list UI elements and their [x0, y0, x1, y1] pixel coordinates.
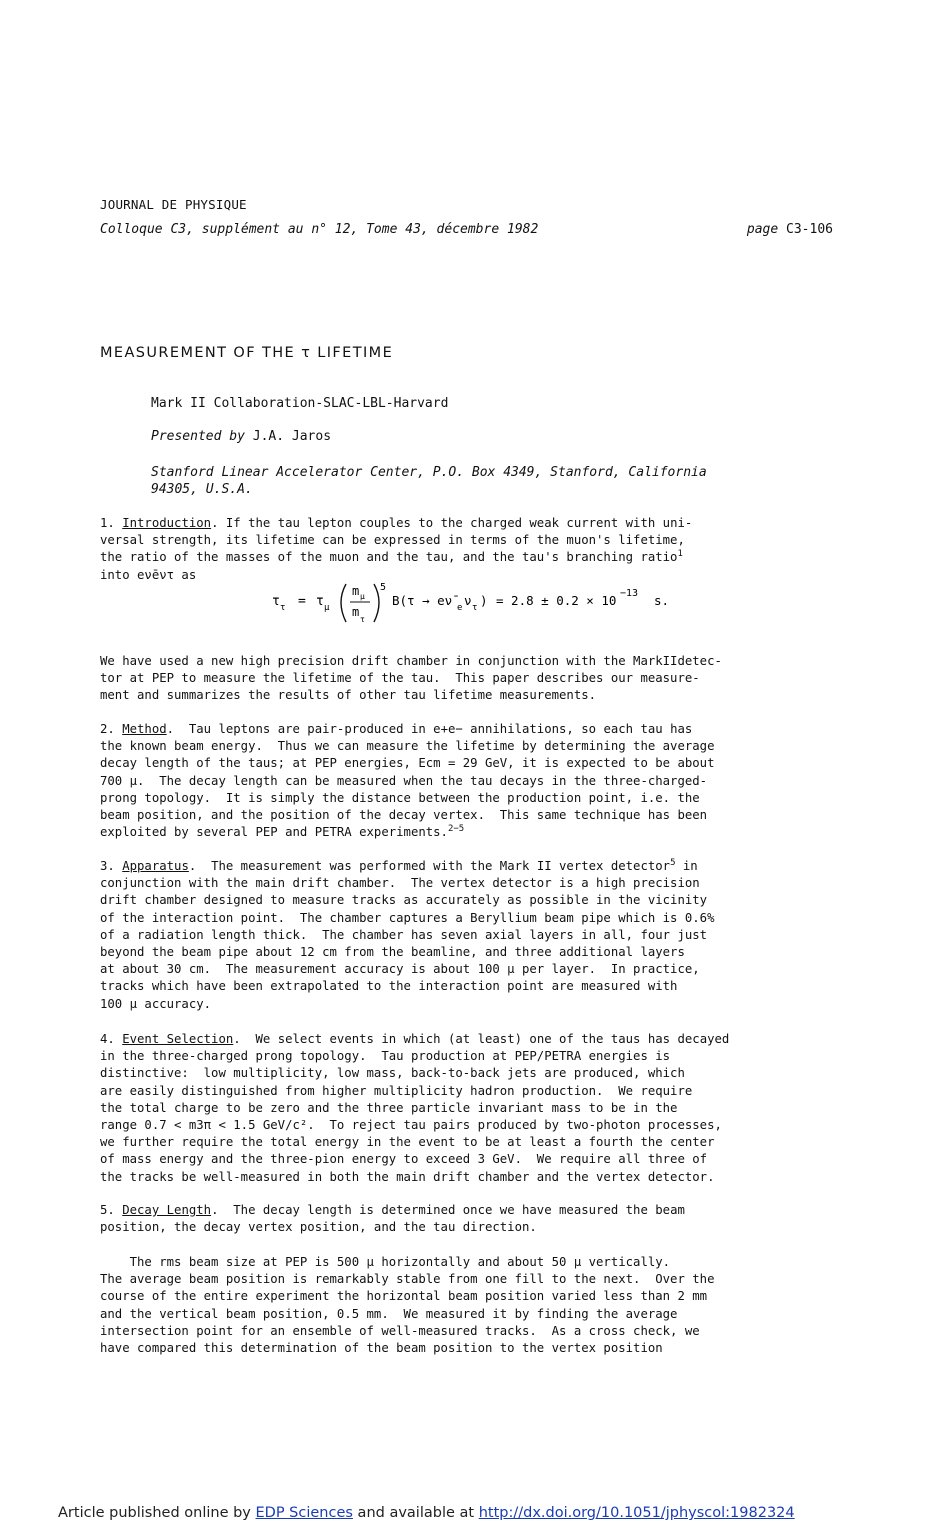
page-number-value: C3-106: [786, 222, 833, 237]
reference: 1: [677, 549, 683, 560]
section-event-selection: [100, 1031, 840, 1186]
text-line: . The decay length is determined once we have measured the beam: [211, 1203, 685, 1217]
eq-tau-sub: μ: [324, 603, 330, 613]
section-apparatus: [100, 858, 840, 1013]
text-line: intersection point for an ensemble of well-measured tracks. As a cross check, we: [100, 1323, 700, 1338]
text-line: we further require the total energy in the event to be at least a fourth the center: [100, 1135, 715, 1150]
presenter-name: J.A. Jaros: [252, 429, 332, 444]
eq-tau: τ: [316, 594, 324, 609]
section-method: [100, 721, 840, 841]
text-line: the total charge to be zero and the three particle invariant mass to be in the: [100, 1100, 678, 1115]
eq-denominator: m: [352, 605, 360, 619]
publisher-link[interactable]: EDP Sciences: [255, 1505, 353, 1521]
text-line: . The measurement was performed with the Mark II vertex detector: [188, 859, 671, 873]
text-line: in: [675, 859, 698, 873]
eq-branching-nu: ν: [464, 593, 472, 608]
eq-exponent: −13: [620, 588, 639, 599]
eq-branching: B(τ → eν̄: [392, 593, 453, 608]
text-line: decay length of the taus; at PEP energies, Ecm = 29 GeV, it is expected to be about: [100, 756, 715, 771]
reference: 2−5: [447, 824, 465, 835]
page-number: [747, 222, 833, 237]
left-paren: [341, 584, 346, 622]
eq-denominator-sub: τ: [360, 615, 365, 624]
lifetime-equation: [268, 578, 688, 638]
eq-equals: =: [298, 594, 306, 609]
text-line: The rms beam size at PEP is 500 μ horizontally and about 50 μ vertically.: [100, 1255, 671, 1269]
presenter-line: [151, 429, 331, 444]
section-heading: Event Selection: [122, 1032, 234, 1046]
section-number: 2.: [100, 722, 115, 736]
section-heading: Decay Length: [122, 1203, 212, 1217]
publication-footer: [58, 1505, 795, 1521]
text-line: . If the tau lepton couples to the charged weak current with uni-: [211, 516, 693, 530]
affiliation-line: Stanford Linear Accelerator Center, P.O. Box 4349, Stanford, California: [151, 465, 707, 480]
eq-branching-close: ): [480, 593, 488, 608]
text-line: conjunction with the main drift chamber. The vertex detector is a high precision: [100, 876, 700, 891]
eq-numerator-sub: μ: [360, 592, 365, 601]
text-line: the known beam energy. Thus we can measure the lifetime by determining the average: [100, 739, 715, 754]
affiliation-line: 94305, U.S.A.: [151, 482, 253, 497]
text-line: distinctive: low multiplicity, low mass, back-to-back jets are produced, which: [100, 1066, 685, 1081]
text-line: at about 30 cm. The measurement accuracy is about 100 μ per layer. In practice,: [100, 962, 700, 977]
eq-power: 5: [380, 582, 387, 593]
eq-branching-sub2: τ: [472, 603, 478, 613]
text-line: of a radiation length thick. The chamber has seven axial layers in all, four just: [100, 927, 708, 942]
text-line: in the three-charged prong topology. Tau production at PEP/PETRA energies is: [100, 1049, 671, 1064]
paragraph-beam-size: [100, 1254, 840, 1357]
section-number: 5.: [100, 1203, 115, 1217]
text-line: into eν̄eντ as: [100, 567, 197, 582]
text-line: exploited by several PEP and PETRA experiments.: [100, 825, 448, 840]
text-line: have compared this determination of the beam position to the vertex position: [100, 1341, 663, 1356]
eq-branching-sub1: e: [457, 603, 463, 613]
text-line: versal strength, its lifetime can be expressed in terms of the muon's lifetime,: [100, 533, 685, 548]
text-line: We have used a new high precision drift chamber in conjunction with the MarkIIdetec-: [100, 654, 722, 668]
text-line: position, the decay vertex position, and the tau direction.: [100, 1220, 537, 1235]
text-line: of the interaction point. The chamber captures a Beryllium beam pipe which is 0.6%: [100, 910, 715, 925]
section-introduction: [100, 515, 840, 584]
text-line: ment and summarizes the results of other tau lifetime measurements.: [100, 688, 597, 703]
section-number: 3.: [100, 859, 115, 873]
section-heading: Introduction: [122, 516, 212, 530]
text-line: beam position, and the position of the decay vertex. This same technique has been: [100, 808, 708, 823]
text-line: the tracks be well-measured in both the main drift chamber and the vertex detector.: [100, 1169, 715, 1184]
eq-lhs: τ: [272, 594, 280, 609]
paragraph-intro-continued: [100, 653, 840, 705]
journal-name: JOURNAL DE PHYSIQUE: [100, 197, 247, 212]
section-heading: Method: [122, 722, 167, 736]
text-line: and the vertical beam position, 0.5 mm. We measured it by finding the average: [100, 1306, 678, 1321]
text-line: of mass energy and the three-pion energy to exceed 3 GeV. We require all three of: [100, 1152, 708, 1167]
presented-by-label: Presented by: [151, 429, 245, 444]
text-line: . Tau leptons are pair-produced in e+e− annihilations, so each tau has: [166, 722, 693, 736]
eq-lhs-sub: τ: [280, 603, 286, 613]
text-line: 100 μ accuracy.: [100, 996, 212, 1011]
eq-numerator: m: [352, 584, 360, 598]
eq-unit: s.: [654, 593, 670, 608]
footer-prefix: Article published online by: [58, 1505, 256, 1521]
section-decay-length: [100, 1202, 840, 1236]
footer-middle: and available at: [352, 1505, 479, 1521]
text-line: course of the entire experiment the horizontal beam position varied less than 2 mm: [100, 1289, 708, 1304]
section-number: 1.: [100, 516, 115, 530]
collaboration: Mark II Collaboration-SLAC-LBL-Harvard: [151, 396, 449, 411]
text-line: 700 μ. The decay length can be measured when the tau decays in the three-charged-: [100, 773, 708, 788]
text-line: . We select events in which (at least) one of the taus has decayed: [233, 1032, 730, 1046]
section-heading: Apparatus: [122, 859, 189, 873]
affiliation: [151, 464, 811, 498]
text-line: prong topology. It is simply the distance between the production point, i.e. the: [100, 790, 700, 805]
text-line: range 0.7 < m3π < 1.5 GeV/c². To reject tau pairs produced by two-photon processes,: [100, 1118, 722, 1133]
text-line: tracks which have been extrapolated to the interaction point are measured with: [100, 979, 678, 994]
text-line: the ratio of the masses of the muon and the tau, and the tau's branching ratio: [100, 550, 678, 565]
text-line: drift chamber designed to measure tracks as accurately as possible in the vicinity: [100, 893, 708, 908]
colloque-info: Colloque C3, supplément au n° 12, Tome 43, décembre 1982: [100, 222, 539, 237]
reference: 5: [670, 857, 676, 868]
text-line: beyond the beam pipe about 12 cm from the beamline, and three additional layers: [100, 945, 685, 960]
eq-result: = 2.8 ± 0.2 × 10: [496, 593, 617, 608]
text-line: The average beam position is remarkably stable from one fill to the next. Over the: [100, 1272, 715, 1287]
paper-title: MEASUREMENT OF THE τ LIFETIME: [100, 345, 394, 361]
right-paren: [374, 584, 379, 622]
section-number: 4.: [100, 1032, 115, 1046]
text-line: are easily distinguished from higher multiplicity hadron production. We require: [100, 1083, 693, 1098]
doi-link[interactable]: http://dx.doi.org/10.1051/jphyscol:1982324: [478, 1505, 795, 1521]
page-label: page: [746, 222, 779, 237]
text-line: tor at PEP to measure the lifetime of the tau. This paper describes our measure-: [100, 671, 700, 686]
